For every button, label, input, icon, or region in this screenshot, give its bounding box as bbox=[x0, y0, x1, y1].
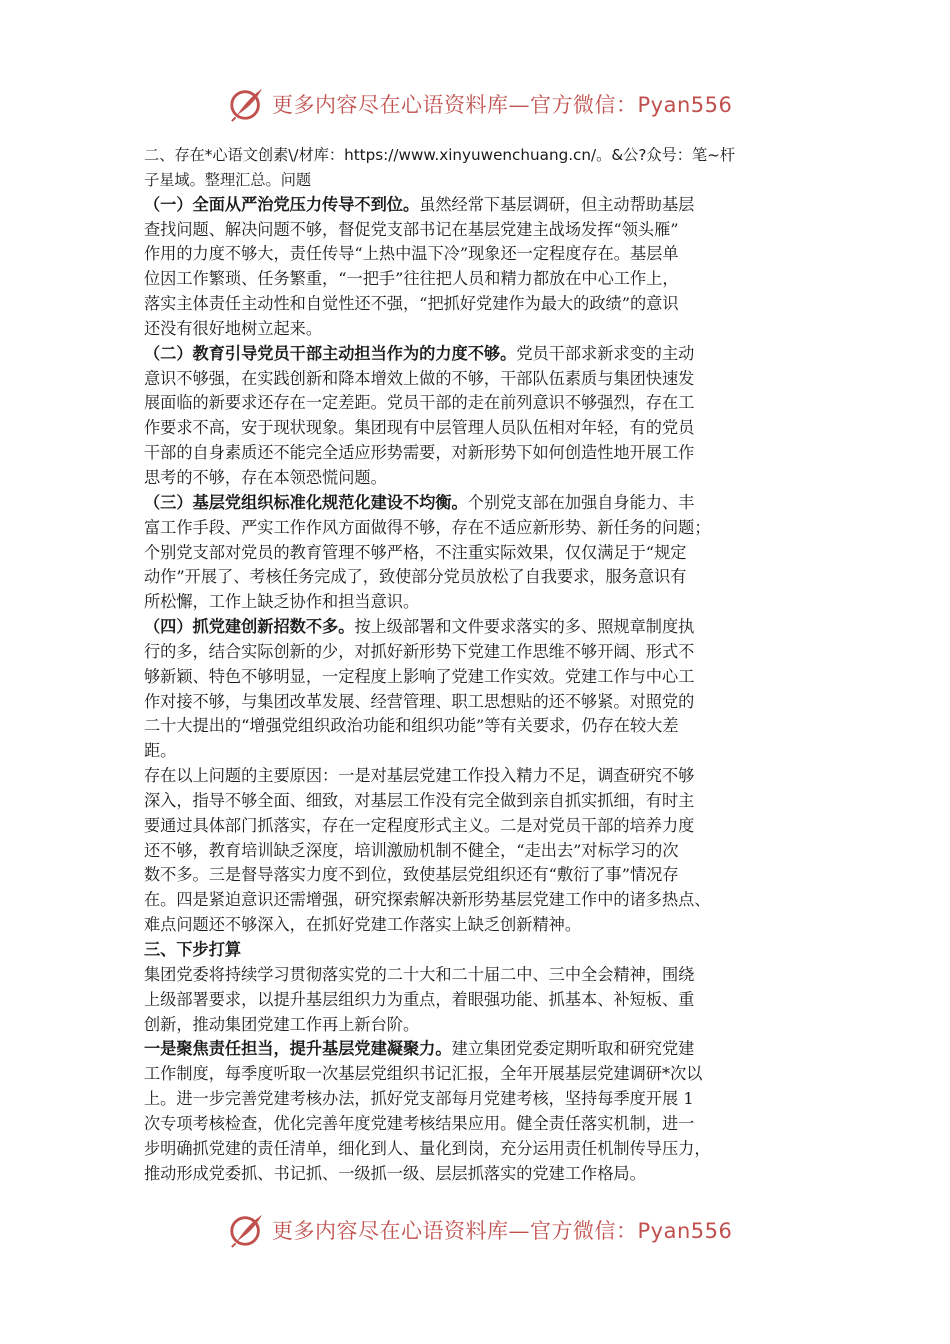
line-text: 个别党支部对党员的教育管理不够严格，不注重实际效果，仅仅满足于“规定 bbox=[144, 542, 687, 562]
text-line bbox=[144, 690, 808, 715]
text-line bbox=[144, 1037, 808, 1062]
line-text: 行的多，结合实际创新的少，对抓好新形势下党建工作思维不够开阔、形式不 bbox=[144, 641, 695, 661]
line-text: 党员干部求新求变的主动 bbox=[516, 343, 695, 363]
text-line bbox=[144, 1087, 808, 1112]
text-line bbox=[144, 1162, 808, 1187]
line-text: 上级部署要求，以提升基层组织力为重点，着眼强功能、抓基本、补短板、重 bbox=[144, 989, 695, 1009]
text-line bbox=[144, 913, 808, 938]
text-line bbox=[144, 168, 808, 193]
bold-heading: （三）基层党组织标准化规范化建设不均衡。 bbox=[144, 492, 468, 512]
line-text: 所松懈，工作上缺乏协作和担当意识。 bbox=[144, 592, 420, 612]
line-text: 推动形成党委抓、书记抓、一级抓一级、层层抓落实的党建工作格局。 bbox=[144, 1163, 646, 1183]
line-text: 按上级部署和文件要求落实的多、照规章制度执 bbox=[354, 617, 695, 637]
line-text: 步明确抓党建的责任清单，细化到人、量化到岗，充分运用责任机制传导压力， bbox=[144, 1138, 711, 1158]
line-text: 意识不够强，在实践创新和降本增效上做的不够，干部队伍素质与集团快速发 bbox=[144, 368, 695, 388]
line-text: 上。进一步完善党建考核办法，抓好党支部每月党建考核，坚持每季度开展 1 bbox=[144, 1089, 694, 1109]
text-line bbox=[144, 714, 808, 739]
watermark-banner-top bbox=[228, 82, 732, 126]
bold-heading: 三、下步打算 bbox=[144, 940, 242, 959]
text-line bbox=[144, 441, 808, 466]
line-text: 查找问题、解决问题不够，督促党支部书记在基层党建主战场发挥“领头雁” bbox=[144, 219, 679, 239]
line-text: 要通过具体部门抓落实，存在一定程度形式主义。二是对党员干部的培养力度 bbox=[144, 815, 695, 835]
text-line bbox=[144, 242, 808, 267]
text-line bbox=[144, 1013, 808, 1038]
bold-heading: （二）教育引导党员干部主动担当作为的力度不够。 bbox=[144, 343, 517, 363]
text-line bbox=[144, 839, 808, 864]
line-text: 二十大提出的“增强党组织政治功能和组织功能”等有关要求，仍存在较大差 bbox=[144, 716, 679, 736]
text-line bbox=[144, 416, 808, 441]
text-line bbox=[144, 516, 808, 541]
line-text: 动作”开展了、考核任务完成了，致使部分党员放松了自我要求，服务意识有 bbox=[144, 567, 687, 587]
text-line bbox=[144, 292, 808, 317]
line-text: 还没有很好地树立起来。 bbox=[144, 318, 323, 338]
text-line bbox=[144, 1137, 808, 1162]
line-text: 建立集团党委定期听取和研究党建 bbox=[451, 1039, 695, 1059]
document-body bbox=[144, 143, 808, 1186]
text-line bbox=[144, 342, 808, 367]
text-line bbox=[144, 391, 808, 416]
watermark-banner-bottom bbox=[228, 1208, 732, 1252]
line-text: 展面临的新要求还存在一定差距。党员干部的走在前列意识不够强烈，存在工 bbox=[144, 393, 695, 413]
text-line bbox=[144, 218, 808, 243]
text-line bbox=[144, 963, 808, 988]
text-line bbox=[144, 739, 808, 764]
line-text: 创新，推动集团党建工作再上新台阶。 bbox=[144, 1014, 420, 1034]
line-text: 工作制度，每季度听取一次基层党组织书记汇报，全年开展基层党建调研*次以 bbox=[144, 1064, 703, 1084]
text-line bbox=[144, 193, 808, 218]
line-text: 富工作手段、严实工作作风方面做得不够，存在不适应新形势、新任务的问题； bbox=[144, 517, 711, 537]
line-text: 还不够，教育培训缺乏深度，培训激励机制不健全，“走出去”对标学习的次 bbox=[144, 840, 679, 860]
line-text: 够新颖、特色不够明显，一定程度上影响了党建工作实效。党建工作与中心工 bbox=[144, 666, 695, 686]
text-line bbox=[144, 814, 808, 839]
line-text: 距。 bbox=[144, 741, 177, 761]
line-text: 次专项考核检查，优化完善年度党建考核结果应用。健全责任落实机制，进一 bbox=[144, 1113, 695, 1133]
line-text: 思考的不够，存在本领恐慌问题。 bbox=[144, 467, 387, 487]
text-line bbox=[144, 640, 808, 665]
bold-heading: （四）抓党建创新招数不多。 bbox=[144, 617, 355, 637]
line-text: 个别党支部在加强自身能力、丰 bbox=[467, 492, 695, 512]
line-text: 虽然经常下基层调研，但主动帮助基层 bbox=[419, 194, 695, 214]
watermark-text: 更多内容尽在心语资料库—官方微信：Pyan556 bbox=[272, 93, 733, 117]
line-text: 干部的自身素质还不能完全适应形势需要，对新形势下如何创造性地开展工作 bbox=[144, 443, 695, 463]
text-line bbox=[144, 615, 808, 640]
line-text: 集团党委将持续学习贯彻落实党的二十大和二十届二中、三中全会精神，围绕 bbox=[144, 964, 695, 984]
text-line bbox=[144, 938, 808, 963]
line-text: 数不多。三是督导落实力度不到位，致使基层党组织还有“敷衍了事”情况存 bbox=[144, 865, 679, 885]
line-text: 落实主体责任主动性和自觉性还不强，“把抓好党建作为最大的政绩”的意识 bbox=[144, 294, 679, 314]
text-line bbox=[144, 764, 808, 789]
line-text: 作要求不高，安于现状现象。集团现有中层管理人员队伍相对年轻，有的党员 bbox=[144, 418, 695, 438]
line-text: 存在以上问题的主要原因：一是对基层党建工作投入精力不足，调查研究不够 bbox=[144, 766, 695, 786]
text-line bbox=[144, 1112, 808, 1137]
quill-logo-icon bbox=[228, 1211, 266, 1249]
quill-logo-icon bbox=[228, 85, 266, 123]
text-line bbox=[144, 466, 808, 491]
text-line bbox=[144, 317, 808, 342]
line-text: 深入，指导不够全面、细致，对基层工作没有完全做到亲自抓实抓细，有时主 bbox=[144, 790, 695, 810]
text-line bbox=[144, 863, 808, 888]
text-line bbox=[144, 491, 808, 516]
line-text: 作用的力度不够大，责任传导“上热中温下冷”现象还一定程度存在。基层单 bbox=[144, 244, 679, 264]
line-text: 二、存在*心语文创素\/材库：https://www.xinyuwenchuang.cn/。&公?众号：笔~杆 bbox=[144, 146, 736, 164]
line-text: 位因工作繁琐、任务繁重，“一把手”往往把人员和精力都放在中心工作上， bbox=[144, 269, 679, 289]
text-line bbox=[144, 988, 808, 1013]
text-line bbox=[144, 789, 808, 814]
line-text: 在。四是紧迫意识还需增强，研究探索解决新形势基层党建工作中的诸多热点、 bbox=[144, 890, 711, 910]
bold-heading: 一是聚焦责任担当，提升基层党建凝聚力。 bbox=[144, 1039, 452, 1059]
text-line bbox=[144, 1062, 808, 1087]
text-line bbox=[144, 565, 808, 590]
text-line bbox=[144, 367, 808, 392]
text-line bbox=[144, 665, 808, 690]
text-line bbox=[144, 590, 808, 615]
line-text: 难点问题还不够深入，在抓好党建工作落实上缺乏创新精神。 bbox=[144, 915, 582, 935]
text-line bbox=[144, 267, 808, 292]
bold-heading: （一）全面从严治党压力传导不到位。 bbox=[144, 194, 420, 214]
text-line bbox=[144, 143, 808, 168]
text-line bbox=[144, 888, 808, 913]
line-text: 子星域。整理汇总。问题 bbox=[144, 170, 312, 189]
line-text: 作对接不够，与集团改革发展、经营管理、职工思想贴的还不够紧。对照党的 bbox=[144, 691, 695, 711]
watermark-text: 更多内容尽在心语资料库—官方微信：Pyan556 bbox=[272, 1219, 733, 1243]
text-line bbox=[144, 541, 808, 566]
